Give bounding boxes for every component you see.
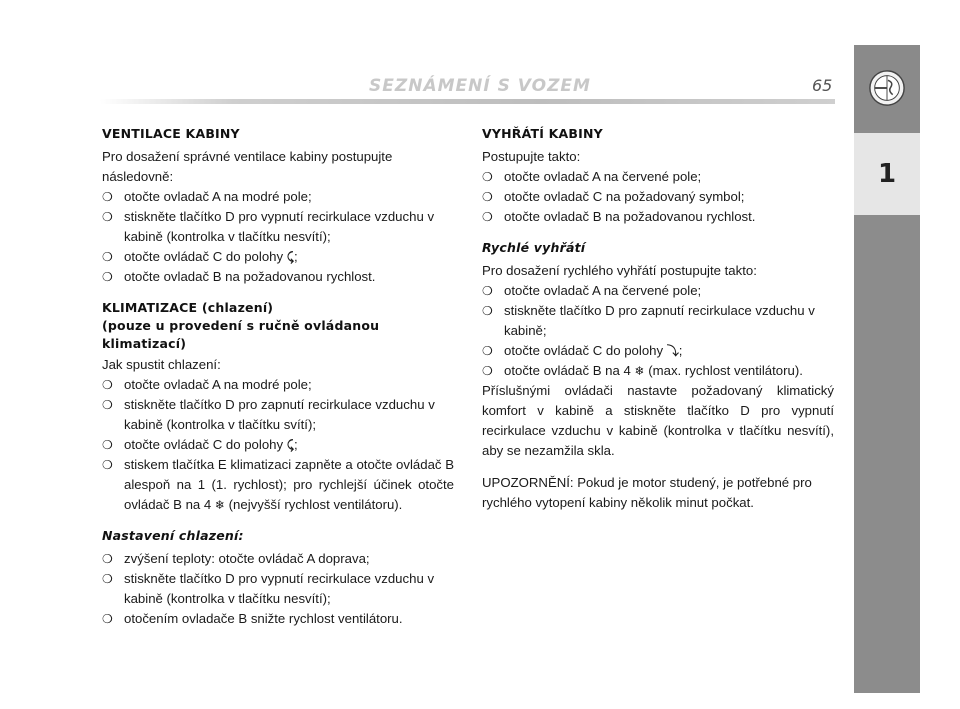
list-item: ❍ stiskněte tlačítko D pro zapnutí recirkulace vzduchu v kabině (kontrolka v tlačítku svítí); — [102, 395, 454, 435]
list-item: ❍ stiskněte tlačítko D pro vypnutí recirkulace vzduchu v kabině (kontrolka v tlačítku nesvítí); — [102, 569, 454, 609]
paragraph: Pro dosažení správné ventilace kabiny postupujte následovně: — [102, 149, 393, 184]
chapter-number: 1 — [877, 159, 897, 189]
section-title-cabin-ventilation: VENTILACE KABINY — [102, 126, 240, 141]
bullet-icon: ❍ — [102, 438, 113, 452]
logo-box — [854, 45, 920, 130]
bullet-icon: ❍ — [102, 398, 113, 412]
bullet-icon: ❍ — [102, 270, 113, 284]
bullet-icon: ❍ — [482, 190, 493, 204]
page-number: 65 — [812, 76, 833, 95]
list-item: ❍ otočte ovladač A na červené pole; — [482, 167, 834, 187]
list-item: ❍ stiskem tlačítka E klimatizaci zapněte a otočte ovládač B alespoň na 1 (1. rychlost); pro rychlejší účinek otočte ovládač B na 4 ❄ (nejvyšší rychlost ventilátoru). — [102, 455, 454, 515]
bullet-icon: ❍ — [102, 612, 113, 626]
section-subtitle-air-conditioning: (pouze u provedení s ručně ovládanou klimatizací) — [102, 318, 380, 351]
list-item: ❍ otočte ovladač B na požadovanou rychlost. — [482, 207, 834, 227]
floor-vent-icon: ⤵ — [666, 344, 679, 358]
side-tab-lower — [854, 218, 920, 693]
section-title-cabin-heating: VYHŘÁTÍ KABINY — [482, 126, 603, 141]
bullet-icon: ❍ — [102, 190, 113, 204]
list-item: ❍ otočte ovladač C na požadovaný symbol; — [482, 187, 834, 207]
alfa-romeo-logo-icon — [868, 69, 906, 107]
bullet-icon: ❍ — [102, 378, 113, 392]
bullet-icon: ❍ — [482, 210, 493, 224]
paragraph: Pro dosažení rychlého vyhřátí postupujte takto: — [482, 263, 757, 278]
list-item: ❍ stiskněte tlačítko D pro zapnutí recirkulace vzduchu v kabině; — [482, 301, 834, 341]
paragraph: Postupujte takto: — [482, 149, 581, 164]
list-item: ❍ otočte ovládač C do polohy ⤵; — [482, 341, 834, 361]
bullet-icon: ❍ — [102, 210, 113, 224]
left-column — [102, 125, 454, 629]
list-item: ❍ otočte ovladač A na modré pole; — [102, 187, 454, 207]
list-item: ❍ otočte ovladač B na požadovanou rychlost. — [102, 267, 454, 287]
list-item: ❍ stiskněte tlačítko D pro vypnutí recirkulace vzduchu v kabině (kontrolka v tlačítku nesvítí); — [102, 207, 454, 247]
warning-note: UPOZORNĚNÍ: Pokud je motor studený, je potřebné pro rychlého vytopení kabiny několik minut počkat. — [482, 475, 812, 510]
header-divider — [100, 99, 835, 104]
list-item: ❍ otočte ovládač C do polohy ⤹; — [102, 247, 454, 267]
bullet-icon: ❍ — [482, 364, 493, 378]
section-title-cooling-settings: Nastavení chlazení: — [102, 528, 244, 543]
list-item: ❍ otočte ovládač B na 4 ❄ (max. rychlost ventilátoru). — [482, 361, 834, 381]
fan-max-icon: ❄ — [634, 364, 645, 378]
fan-max-icon: ❄ — [214, 498, 225, 512]
list-item: ❍ otočte ovládač C do polohy ⤹; — [102, 435, 454, 455]
bullet-icon: ❍ — [102, 250, 113, 264]
right-column — [482, 125, 834, 513]
section-title-air-conditioning: KLIMATIZACE (chlazení) — [102, 300, 274, 315]
bullet-icon: ❍ — [102, 572, 113, 586]
list-item: ❍ otočením ovladače B snižte rychlost ventilátoru. — [102, 609, 454, 629]
page-header-title: SEZNÁMENÍ S VOZEM — [369, 76, 591, 96]
bullet-icon: ❍ — [482, 304, 493, 318]
face-vent-icon: ⤹ — [286, 250, 294, 264]
list-item: ❍ zvýšení teploty: otočte ovládač A doprava; — [102, 549, 454, 569]
list-item: ❍ otočte ovladač A na červené pole; — [482, 281, 834, 301]
bullet-icon: ❍ — [102, 552, 113, 566]
paragraph: Příslušnými ovládači nastavte požadovaný klimatický komfort v kabině a stiskněte tlačítko D pro vypnutí recirkulace vzduchu v kabině (kontrolka v tlačítku nesvítí), aby se nezamžila skla. — [482, 383, 834, 458]
section-title-quick-heating: Rychlé vyhřátí — [482, 240, 586, 255]
bullet-icon: ❍ — [482, 284, 493, 298]
list-item: ❍ otočte ovladač A na modré pole; — [102, 375, 454, 395]
bullet-icon: ❍ — [482, 344, 493, 358]
bullet-icon: ❍ — [102, 458, 113, 472]
chapter-number-box — [854, 133, 920, 215]
face-vent-icon: ⤹ — [286, 438, 294, 452]
chapter-side-tab — [854, 45, 920, 693]
paragraph: Jak spustit chlazení: — [102, 357, 221, 372]
bullet-icon: ❍ — [482, 170, 493, 184]
